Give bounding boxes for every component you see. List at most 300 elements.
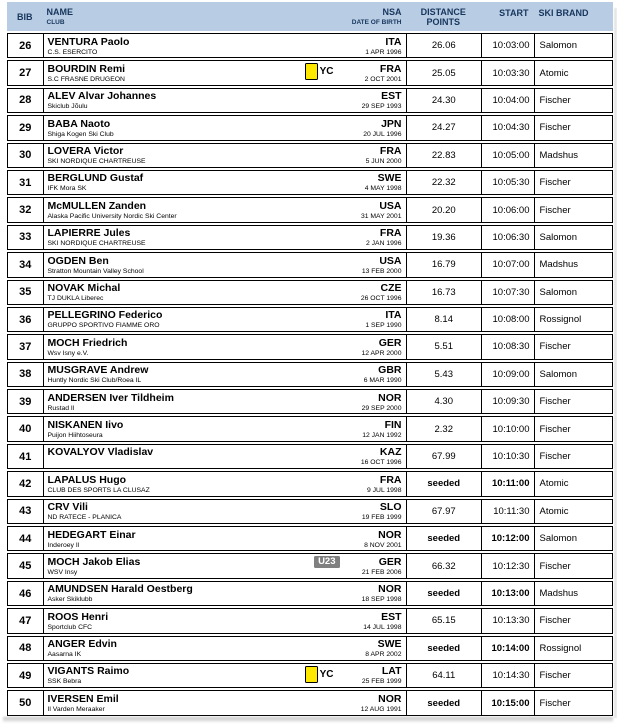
athlete-club: ND RATECE - PLANICA (47, 514, 122, 522)
athlete-name-club (48, 392, 402, 413)
table-row (7, 33, 613, 58)
athlete-cell (44, 664, 407, 687)
athlete-nsa: SWE (377, 638, 402, 651)
distance-points-value: seeded (407, 472, 483, 495)
athlete-nsa-dob (364, 529, 401, 550)
athlete-club: Huntly Nordic Ski Club/Roea IL (47, 377, 142, 385)
athlete-name: MUSGRAVE Andrew (47, 364, 149, 377)
bib-number: 29 (8, 116, 44, 139)
start-time-value: 10:06:00 (482, 198, 535, 221)
athlete-club: S.C FRASNE DRUGEON (47, 75, 125, 83)
start-time-value: 10:10:30 (482, 445, 535, 468)
start-time-value: 10:12:00 (482, 527, 535, 550)
athlete-name: VIGANTS Raimo (47, 665, 130, 678)
table-row (7, 389, 613, 414)
table-row (7, 581, 613, 606)
athlete-name: KOVALYOV Vladislav (47, 446, 154, 459)
athlete-date-of-birth: 29 SEP 1993 (361, 103, 402, 111)
athlete-date-of-birth: 31 MAY 2001 (360, 212, 402, 220)
bib-number: 33 (8, 226, 44, 249)
athlete-cell (44, 61, 407, 84)
athlete-date-of-birth: 13 FEB 2000 (361, 267, 402, 275)
start-time-value: 10:05:00 (482, 144, 535, 167)
table-row (7, 636, 613, 661)
athlete-name-club (48, 118, 402, 139)
ski-brand-value: Fischer (539, 423, 571, 435)
athlete-nsa: FIN (384, 418, 402, 431)
yellow-card-label: YC (319, 66, 334, 78)
athlete-name-club (48, 200, 402, 221)
table-row (7, 334, 613, 359)
table-row (7, 143, 613, 168)
athlete-date-of-birth: 12 JAN 1992 (362, 431, 402, 439)
athlete-cell (44, 253, 407, 276)
athlete-name-club (48, 90, 402, 111)
distance-points-value: 19.36 (407, 226, 483, 249)
distance-points-value: seeded (407, 527, 483, 550)
table-row (7, 60, 613, 85)
bib-number: 31 (8, 171, 44, 194)
athlete-nsa-dob (363, 118, 401, 139)
athlete-name-club (48, 282, 402, 303)
table-body (7, 33, 613, 716)
athlete-date-of-birth: 16 OCT 1996 (360, 459, 402, 467)
athlete-name-club (48, 63, 402, 84)
athlete-date-of-birth: 18 SEP 1998 (361, 596, 402, 604)
athlete-club: Sportclub CFC (47, 623, 93, 631)
athlete-club: C.S. ESERCITO (47, 48, 98, 56)
athlete-name-club (48, 529, 402, 550)
start-time-value: 10:07:30 (482, 281, 535, 304)
distance-points-value: 24.27 (407, 116, 483, 139)
athlete-date-of-birth: 8 NOV 2001 (364, 541, 402, 549)
athlete-club: Alaska Pacific University Nordic Ski Center (47, 212, 177, 220)
athlete-nsa-dob (365, 309, 401, 330)
table-row (7, 663, 613, 688)
athlete-club: Aasarna IK (47, 651, 82, 659)
ski-brand-value: Madshus (539, 588, 579, 599)
athlete-club: SSK Bebra (47, 678, 82, 686)
athlete-club: SKI NORDIQUE CHARTREUSE (47, 158, 146, 166)
ski-brand-value: Salomon (539, 40, 577, 52)
table-row (7, 526, 613, 551)
athlete-name-club (48, 227, 402, 248)
table-row (7, 252, 613, 277)
table-header-row (7, 2, 613, 31)
ski-brand-value: Salomon (539, 368, 577, 380)
athlete-cell (44, 171, 407, 194)
distance-points-value: seeded (407, 691, 483, 714)
athlete-nsa: EST (381, 90, 402, 103)
ski-brand-value: Salomon (539, 231, 577, 243)
yellow-card-label: YC (319, 668, 334, 680)
table-row (7, 499, 613, 524)
athlete-name: VENTURA Paolo (47, 35, 130, 48)
athlete-name-club (48, 693, 402, 714)
table-row (7, 280, 613, 305)
athlete-date-of-birth: 21 FEB 2006 (361, 568, 402, 576)
bib-number: 48 (8, 637, 44, 660)
start-time-value: 10:05:30 (482, 171, 535, 194)
athlete-nsa-dob (365, 638, 401, 659)
athlete-name-club (48, 474, 402, 495)
athlete-nsa: GBR (378, 364, 402, 377)
athlete-date-of-birth: 5 JUN 2000 (365, 158, 402, 166)
ski-brand-value: Atomic (539, 67, 569, 79)
athlete-name: ANDERSEN Iver Tildheim (47, 391, 174, 404)
athlete-name: AMUNDSEN Harald Oestberg (47, 583, 193, 596)
athlete-name-club (48, 145, 402, 166)
athlete-nsa: NOR (378, 692, 402, 705)
athlete-name: CRV Vili (47, 501, 88, 514)
bib-number: 45 (8, 554, 44, 577)
bib-number: 37 (8, 335, 44, 358)
athlete-date-of-birth: 6 MAR 1990 (363, 377, 402, 385)
athlete-cell (44, 609, 407, 632)
start-time-value: 10:08:00 (482, 308, 535, 331)
distance-points-value: 5.51 (407, 335, 483, 358)
header-bib: BIB (17, 11, 33, 22)
athlete-nsa: LAT (381, 665, 402, 678)
table-row (7, 197, 613, 222)
table-row (7, 608, 613, 633)
distance-points-value: 22.83 (407, 144, 483, 167)
table-row (7, 362, 613, 387)
ski-brand-value: Fischer (539, 204, 571, 216)
athlete-name: PELLEGRINO Federico (47, 309, 163, 322)
start-time-value: 10:04:00 (482, 89, 535, 112)
start-time-value: 10:12:30 (482, 554, 535, 577)
athlete-cell (44, 281, 407, 304)
start-time-value: 10:09:00 (482, 363, 535, 386)
athlete-name-club (48, 556, 402, 577)
athlete-date-of-birth: 14 JUL 1998 (363, 623, 402, 631)
athlete-date-of-birth: 1 APR 1996 (365, 48, 402, 56)
athlete-club: Rustad Il (47, 404, 75, 412)
athlete-nsa: CZE (380, 282, 402, 295)
header-nsa-dob (352, 7, 402, 32)
bib-number: 35 (8, 281, 44, 304)
athlete-nsa-dob (362, 419, 401, 440)
bib-number: 36 (8, 308, 44, 331)
athlete-name: OGDEN Ben (47, 254, 109, 267)
athlete-cell (44, 691, 407, 714)
athlete-nsa: EST (381, 610, 402, 623)
athlete-club: Skiclub Jõulu (47, 103, 88, 111)
athlete-cell (44, 417, 407, 440)
distance-points-value: 16.73 (407, 281, 483, 304)
athlete-name: ANGER Edvin (47, 638, 117, 651)
athlete-club: TJ DUKLA Liberec (47, 295, 104, 303)
athlete-cell (44, 554, 407, 577)
athlete-name-club (48, 665, 402, 686)
athlete-name: ROOS Henri (47, 610, 109, 623)
ski-brand-value: Fischer (539, 94, 571, 106)
start-time-value: 10:11:00 (482, 472, 535, 495)
bib-number: 30 (8, 144, 44, 167)
athlete-nsa-dob (362, 392, 402, 413)
athlete-club: IFK Mora SK (47, 185, 87, 193)
start-time-value: 10:15:00 (482, 691, 535, 714)
header-distance-line1: DISTANCE (420, 6, 466, 17)
athlete-name: MOCH Friedrich (47, 336, 128, 349)
table-row (7, 225, 613, 250)
distance-points-value: seeded (407, 582, 483, 605)
distance-points-value: 8.14 (407, 308, 483, 331)
bib-number: 27 (8, 61, 44, 84)
yellow-card-badge (305, 666, 334, 683)
header-name-nsa-cell (43, 2, 406, 31)
start-time-value: 10:03:00 (482, 34, 535, 57)
distance-points-value: 25.05 (407, 61, 483, 84)
athlete-nsa-dob (362, 583, 402, 604)
athlete-nsa: GER (378, 336, 402, 349)
athlete-cell (44, 363, 407, 386)
athlete-name: BOURDIN Remi (47, 62, 126, 75)
ski-brand-value: Madshus (539, 149, 579, 161)
athlete-nsa: KAZ (379, 446, 402, 459)
athlete-cell (44, 637, 407, 660)
athlete-cell (44, 34, 407, 57)
athlete-date-of-birth: 20 JUL 1996 (363, 130, 402, 138)
athlete-cell (44, 226, 407, 249)
athlete-name: NOVAK Michal (47, 282, 121, 295)
yellow-card-badge (305, 63, 334, 80)
athlete-name-club (48, 583, 402, 604)
distance-points-value: 65.15 (407, 609, 483, 632)
athlete-nsa-dob (361, 446, 402, 467)
distance-points-value: 2.32 (407, 417, 483, 440)
bib-number: 46 (8, 582, 44, 605)
athlete-date-of-birth: 9 JUL 1998 (366, 486, 402, 494)
athlete-club: Stratton Mountain Valley School (47, 267, 144, 275)
start-time-value: 10:08:30 (482, 335, 535, 358)
table-row (7, 416, 613, 441)
athlete-nsa-dob (365, 172, 402, 193)
athlete-club: Il Varden Meraaker (47, 705, 105, 713)
athlete-nsa-dob (361, 337, 401, 358)
athlete-cell (44, 308, 407, 331)
athlete-cell (44, 144, 407, 167)
athlete-cell (44, 527, 407, 550)
bib-number: 41 (8, 445, 44, 468)
ski-brand-value: Atomic (539, 505, 569, 517)
bib-number: 32 (8, 198, 44, 221)
distance-points-value: seeded (407, 637, 483, 660)
athlete-name-club (48, 611, 402, 632)
start-time-value: 10:07:00 (482, 253, 535, 276)
athlete-nsa-dob (362, 556, 402, 577)
bib-number: 49 (8, 664, 44, 687)
ski-brand-value: Rossignol (539, 314, 582, 326)
athlete-cell (44, 500, 407, 523)
athlete-nsa-dob (367, 474, 402, 495)
start-time-value: 10:04:30 (482, 116, 535, 139)
start-time-value: 10:13:30 (482, 609, 535, 632)
athlete-nsa-dob (362, 665, 402, 686)
distance-points-value: 67.99 (407, 445, 483, 468)
athlete-name: BABA Naoto (47, 117, 111, 130)
start-time-value: 10:09:30 (482, 390, 535, 413)
header-name-club (47, 7, 74, 32)
athlete-date-of-birth: 2 OCT 2001 (364, 75, 402, 83)
yellow-card-icon (305, 63, 318, 80)
athlete-nsa: ITA (385, 35, 402, 48)
start-time-value: 10:10:00 (482, 417, 535, 440)
start-time-value: 10:03:30 (482, 61, 535, 84)
distance-points-value: 66.32 (407, 554, 483, 577)
header-start-label: START (499, 8, 529, 18)
athlete-date-of-birth: 12 AUG 1991 (360, 705, 402, 713)
ski-brand-value: Fischer (539, 615, 571, 627)
athlete-date-of-birth: 25 FEB 1999 (361, 678, 402, 686)
header-ski-brand-label: SKI BRAND (538, 8, 589, 18)
athlete-nsa: FRA (379, 227, 402, 240)
bib-number: 34 (8, 253, 44, 276)
athlete-nsa-dob (365, 36, 401, 57)
header-name-label: NAME (46, 6, 73, 17)
athlete-nsa-dob (363, 611, 401, 632)
distance-points-value: 20.20 (407, 198, 483, 221)
athlete-name: MOCH Jakob Elias (47, 555, 141, 568)
athlete-club: CLUB DES SPORTS LA CLUSAZ (47, 486, 150, 494)
athlete-name: LAPIERRE Jules (47, 227, 131, 240)
header-nsa-label: NSA (382, 6, 402, 17)
athlete-cell (44, 335, 407, 358)
athlete-date-of-birth: 19 FEB 1999 (361, 514, 402, 522)
ski-brand-value: Fischer (539, 177, 571, 189)
athlete-nsa-dob (366, 145, 402, 166)
table-row (7, 88, 613, 113)
athlete-name-club (48, 36, 402, 57)
distance-points-value: 64.11 (407, 664, 483, 687)
athlete-club: GRUPPO SPORTIVO FIAMME ORO (47, 322, 160, 330)
start-time-value: 10:11:30 (482, 500, 535, 523)
ski-brand-value: Fischer (539, 560, 571, 572)
start-list-table (7, 2, 613, 718)
athlete-cell (44, 445, 407, 468)
athlete-nsa-dob (361, 693, 402, 714)
table-row (7, 115, 613, 140)
bib-number: 38 (8, 363, 44, 386)
ski-brand-value: Atomic (539, 478, 569, 490)
athlete-nsa-dob (362, 255, 402, 276)
athlete-date-of-birth: 8 APR 2002 (365, 651, 402, 659)
athlete-nsa: NOR (378, 583, 402, 596)
athlete-name-club (48, 255, 402, 276)
athlete-name-club (48, 419, 402, 440)
ski-brand-value: Fischer (539, 451, 571, 463)
table-row (7, 444, 613, 469)
athlete-cell (44, 472, 407, 495)
athlete-club: WSV Insy (47, 568, 78, 576)
athlete-nsa: SWE (377, 172, 402, 185)
bib-number: 28 (8, 89, 44, 112)
start-time-value: 10:14:00 (482, 637, 535, 660)
athlete-nsa-dob (362, 501, 402, 522)
bib-number: 42 (8, 472, 44, 495)
athlete-name: BERGLUND Gustaf (47, 172, 144, 185)
distance-points-value: 26.06 (407, 34, 483, 57)
athlete-cell (44, 198, 407, 221)
athlete-nsa: USA (379, 254, 402, 267)
bib-number: 43 (8, 500, 44, 523)
distance-points-value: 22.32 (407, 171, 483, 194)
athlete-club: Wsv Isny e.V. (47, 349, 89, 357)
page-bottom-shadow (3, 717, 613, 722)
athlete-nsa: ITA (385, 309, 402, 322)
ski-brand-value: Salomon (539, 286, 577, 298)
athlete-name: NISKANEN Iivo (47, 418, 124, 431)
athlete-date-of-birth: 26 OCT 1996 (360, 295, 402, 303)
athlete-club: SKI NORDIQUE CHARTREUSE (47, 240, 146, 248)
athlete-date-of-birth: 2 JAN 1996 (365, 240, 402, 248)
athlete-name-club (48, 501, 402, 522)
athlete-nsa-dob (365, 63, 402, 84)
athlete-name: McMULLEN Zanden (47, 199, 147, 212)
athlete-nsa: GER (378, 555, 402, 568)
athlete-nsa: NOR (378, 528, 402, 541)
athlete-name: LAPALUS Hugo (47, 473, 127, 486)
athlete-nsa-dob (361, 200, 402, 221)
header-distance-line2: POINTS (426, 16, 460, 27)
header-date-of-birth-label: DATE OF BIRTH (351, 18, 402, 26)
bib-number: 47 (8, 609, 44, 632)
athlete-nsa: SLO (379, 501, 402, 514)
athlete-club: Shiga Kogen Ski Club (47, 130, 114, 138)
start-time-value: 10:14:30 (482, 664, 535, 687)
athlete-nsa-dob (362, 90, 402, 111)
athlete-cell (44, 89, 407, 112)
distance-points-value: 67.97 (407, 500, 483, 523)
ski-brand-value: Fischer (539, 396, 571, 408)
ski-brand-value: Fischer (539, 697, 571, 709)
athlete-cell (44, 390, 407, 413)
athlete-date-of-birth: 1 SEP 1990 (365, 322, 402, 330)
bib-number: 39 (8, 390, 44, 413)
athlete-name-club (48, 337, 402, 358)
athlete-name: IVERSEN Emil (47, 692, 119, 705)
ski-brand-value: Fischer (539, 670, 571, 682)
athlete-date-of-birth: 4 MAY 1998 (364, 185, 402, 193)
header-distance-points (406, 2, 482, 31)
start-time-value: 10:13:00 (482, 582, 535, 605)
table-row (7, 170, 613, 195)
athlete-date-of-birth: 12 APR 2000 (361, 349, 402, 357)
athlete-name-club (48, 446, 402, 458)
athlete-nsa: FRA (379, 145, 402, 158)
distance-points-value: 24.30 (407, 89, 483, 112)
athlete-name-club (48, 309, 402, 330)
distance-points-value: 4.30 (407, 390, 483, 413)
athlete-nsa: JPN (381, 117, 402, 130)
table-row (7, 690, 613, 715)
athlete-cell (44, 582, 407, 605)
athlete-cell (44, 116, 407, 139)
table-row (7, 471, 613, 496)
athlete-nsa: USA (379, 199, 402, 212)
distance-points-value: 16.79 (407, 253, 483, 276)
bib-number: 50 (8, 691, 44, 714)
athlete-name-club (48, 638, 402, 659)
athlete-name: LOVERA Victor (47, 145, 124, 158)
page-right-shadow (614, 8, 617, 718)
athlete-name: HEDEGART Einar (47, 528, 136, 541)
ski-brand-value: Fischer (539, 122, 571, 134)
start-time-value: 10:06:30 (482, 226, 535, 249)
athlete-nsa-dob (361, 282, 402, 303)
athlete-club: Asker Skiklubb (47, 596, 93, 604)
